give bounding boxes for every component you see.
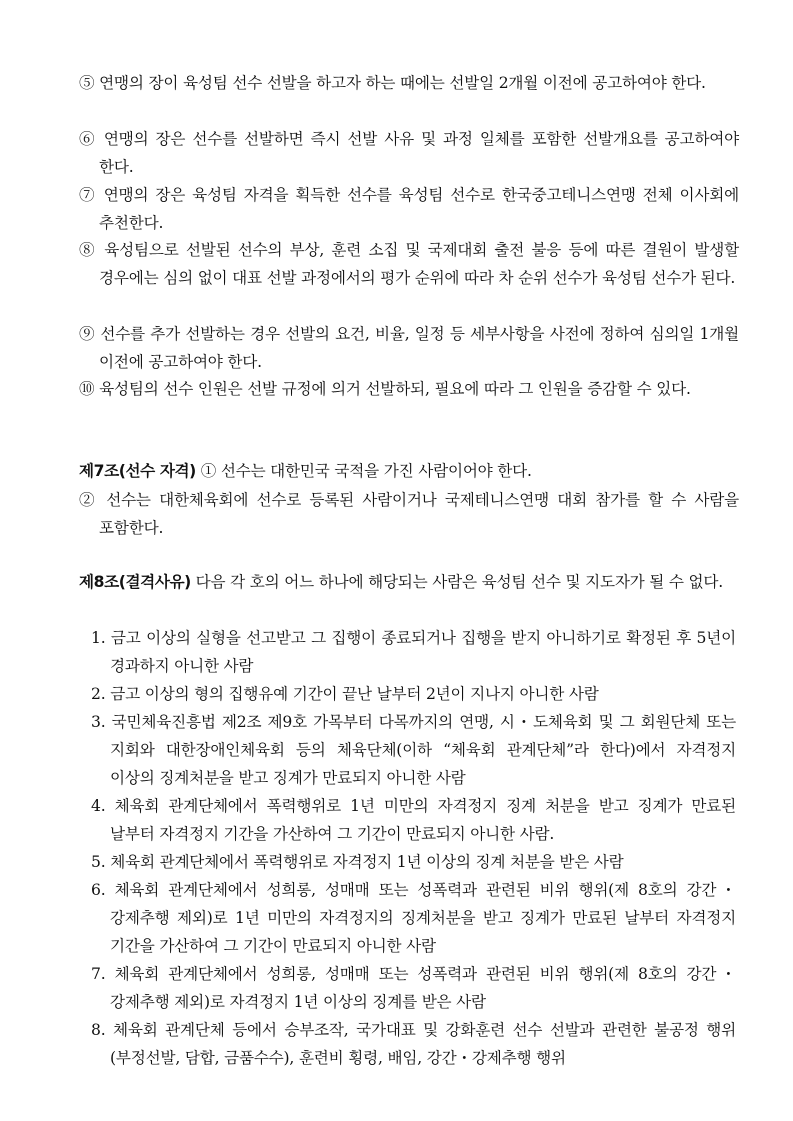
article-8-item-7: 7. 체육회 관계단체에서 성희롱, 성매매 또는 성폭력과 관련된 비위 행위(제 8호의 강간・강제추행 제외)로 자격정지 1년 이상의 징계를 받은 사람 [91, 965, 736, 1011]
article-7-title: 제7조(선수 자격) [79, 462, 196, 480]
article-8-item-4: 4. 체육회 관계단체에서 폭력행위로 1년 미만의 자격정지 징계 처분을 받고 징계가 만료된 날부터 자격정지 기간을 가산하여 그 기간이 만료되지 아니한 사람. [91, 797, 736, 843]
clause-7: ⑦ 연맹의 장은 육성팀 자격을 획득한 선수를 육성팀 선수로 한국중고테니스연맹 전체 이사회에 추천한다. [79, 186, 739, 232]
clause-10: ⑩ 육성팀의 선수 인원은 선발 규정에 의거 선발하되, 필요에 따라 그 인원을 증감할 수 있다. [79, 380, 691, 398]
article-8-item-3: 3. 국민체육진흥법 제2조 제9호 가목부터 다목까지의 연맹, 시・도체육회 및 그 회원단체 또는 지회와 대한장애인체육회 등의 체육단체(이하 “체육회 관계단체”라 한다)에서 자격정지 이상의 징계처분을 받고 징계가 만료되지 아니한 사람 [91, 713, 736, 787]
article-8-item-1: 1. 금고 이상의 실형을 선고받고 그 집행이 종료되거나 집행을 받지 아니하기로 확정된 후 5년이 경과하지 아니한 사람 [91, 629, 736, 675]
article-8-intro-text: 다음 각 호의 어느 하나에 해당되는 사람은 육성팀 선수 및 지도자가 될 수 없다. [195, 573, 724, 591]
article-8-intro [79, 568, 739, 596]
article-8-item-2: 2. 금고 이상의 형의 집행유예 기간이 끝난 날부터 2년이 지나지 아니한 사람 [91, 685, 599, 703]
article-8-item-6: 6. 체육회 관계단체에서 성희롱, 성매매 또는 성폭력과 관련된 비위 행위(제 8호의 강간・강제추행 제외)로 1년 미만의 자격정지의 징계처분을 받고 징계가 만료된 날부터 자격정지 기간을 가산하여 그 기간이 만료되지 아니한 사람 [91, 881, 736, 955]
clause-9: ⑨ 선수를 추가 선발하는 경우 선발의 요건, 비율, 일정 등 세부사항을 사전에 정하여 심의일 1개월 이전에 공고하여야 한다. [79, 325, 739, 371]
clause-8: ⑧ 육성팀으로 선발된 선수의 부상, 훈련 소집 및 국제대회 출전 불응 등에 따른 결원이 발생할 경우에는 심의 없이 대표 선발 과정에서의 평가 순위에 따라 차 순위 선수가 육성팀 선수가 된다. [79, 241, 739, 287]
article-8-item-8: 8. 체육회 관계단체 등에서 승부조작, 국가대표 및 강화훈련 선수 선발과 관련한 불공정 행위(부정선발, 담합, 금품수수), 훈련비 횡령, 배임, 강간・강제추행 행위 [91, 1021, 736, 1067]
article-7-clause-2: ② 선수는 대한체육회에 선수로 등록된 사람이거나 국제테니스연맹 대회 참가를 할 수 사람을 포함한다. [79, 491, 739, 537]
article-8-item-5: 5. 체육회 관계단체에서 폭력행위로 자격정지 1년 이상의 징계 처분을 받은 사람 [91, 853, 624, 871]
clause-6: ⑥ 연맹의 장은 선수를 선발하면 즉시 선발 사유 및 과정 일체를 포함한 선발개요를 공고하여야 한다. [79, 130, 739, 176]
article-7-clause-1: ① 선수는 대한민국 국적을 가진 사람이어야 한다. [200, 462, 532, 480]
clause-5: ⑤ 연맹의 장이 육성팀 선수 선발을 하고자 하는 때에는 선발일 2개월 이전에 공고하여야 한다. [79, 74, 706, 92]
article-8-title: 제8조(결격사유) [79, 573, 191, 591]
article-7-first [79, 457, 719, 485]
